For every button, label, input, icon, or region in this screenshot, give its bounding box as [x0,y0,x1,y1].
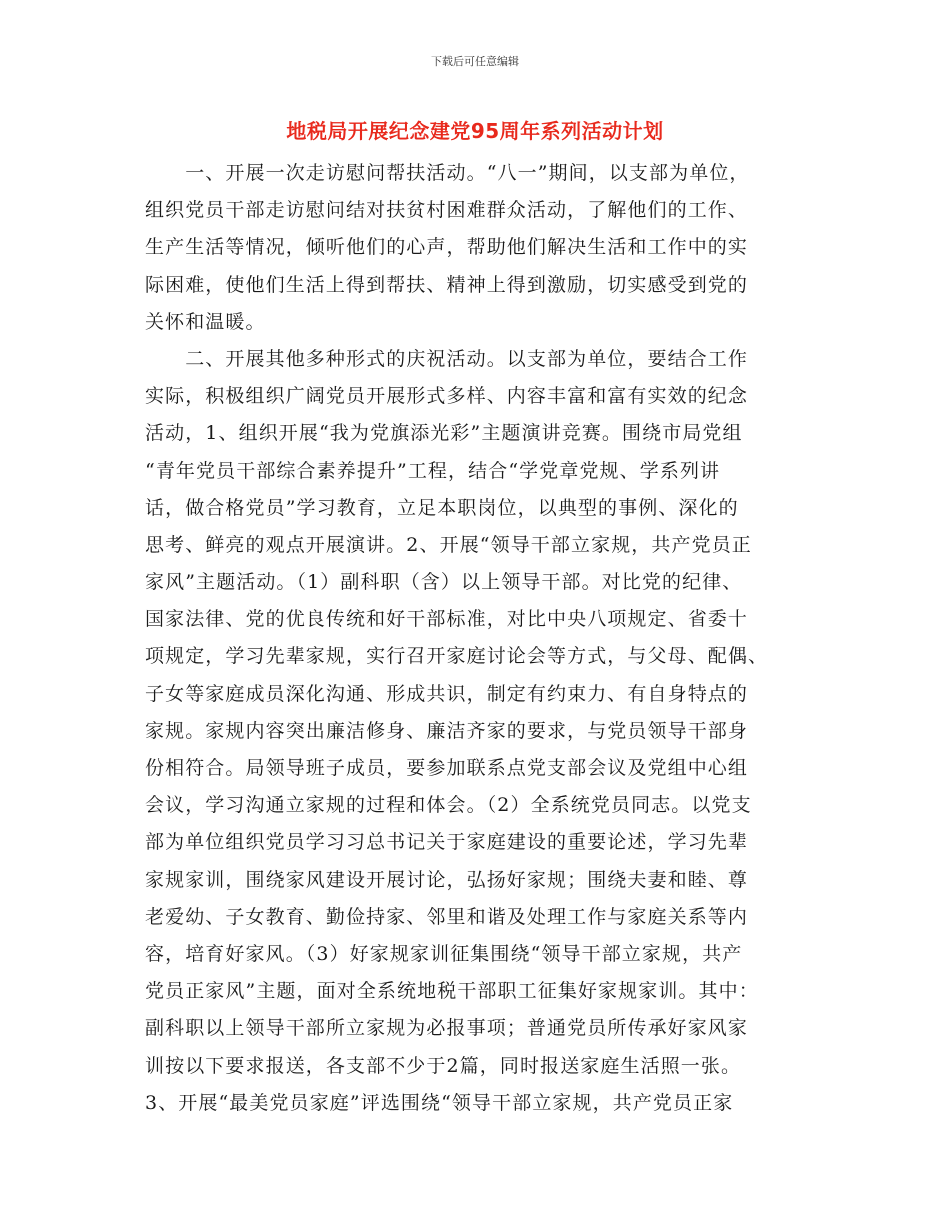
text-line: 项规定，学习先辈家规，实行召开家庭讨论会等方式，与父母、配偶、 [145,645,769,668]
text-line: 关怀和温暖。 [145,310,266,333]
text-line: 会议，学习沟通立家规的过程和体会。（2）全系统党员同志。以党支 [145,794,752,817]
text-line: 家规。家规内容突出廉洁修身、廉洁齐家的要求，与党员领导干部身 [145,719,749,742]
text-line: 际困难，使他们生活上得到帮扶、精神上得到激励，切实感受到党的 [145,273,749,296]
text-line: 国家法律、党的优良传统和好干部标准，对比中央八项规定、省委十 [145,608,749,631]
text-line: 子女等家庭成员深化沟通、形成共识，制定有约束力、有自身特点的 [145,682,749,705]
text-line: 家风”主题活动。（1）副科职（含）以上领导干部。对比党的纪律、 [145,571,743,594]
document-body [145,155,810,1122]
text-line: 训按以下要求报送，各支部不少于2篇，同时报送家庭生活照一张。 [145,1054,742,1077]
text-line: 实际，积极组织广阔党员开展形式多样、内容丰富和富有实效的纪念 [145,385,749,408]
text-line: 副科职以上领导干部所立家规为必报事项；普通党员所传承好家风家 [145,1017,749,1040]
header-note: 下载后可任意编辑 [431,55,519,68]
text-line: 党员正家风”主题，面对全系统地税干部职工征集好家规家训。其中： [145,980,759,1003]
text-line: 活动，1、组织开展“我为党旗添光彩”主题演讲竞赛。围绕市局党组 [145,422,743,445]
text-line: 家规家训，围绕家风建设开展讨论，弘扬好家规；围绕夫妻和睦、尊 [145,868,749,891]
text-line: 3、开展“最美党员家庭”评选围绕“领导干部立家规，共产党员正家 [145,1091,734,1114]
text-line: 份相符合。局领导班子成员，要参加联系点党支部会议及党组中心组 [145,757,749,779]
text-line: “青年党员干部综合素养提升”工程，结合“学党章党规、学系列讲 [145,459,721,482]
text-line: 部为单位组织党员学习习总书记关于家庭建设的重要论述，学习先辈 [145,831,749,854]
text-line: 二、开展其他多种形式的庆祝活动。以支部为单位，要结合工作 [145,347,749,370]
text-line: 一、开展一次走访慰问帮扶活动。“八一”期间，以支部为单位， [145,162,750,184]
text-line: 思考、鲜亮的观点开展演讲。2、开展“领导干部立家规，共产党员正 [145,533,752,556]
text-line: 组织党员干部走访慰问结对扶贫村困难群众活动，了解他们的工作、 [145,199,749,222]
text-line: 老爱幼、子女教育、勤俭持家、邻里和谐及处理工作与家庭关系等内 [145,905,749,928]
document-title: 地税局开展纪念建党95周年系列活动计划 [286,119,664,143]
text-line: 生产生活等情况，倾听他们的心声，帮助他们解决生活和工作中的实 [145,236,749,259]
text-line: 话，做合格党员”学习教育，立足本职岗位，以典型的事例、深化的 [145,496,739,519]
text-line: 容，培育好家风。（3）好家规家训征集围绕“领导干部立家规，共产 [145,942,743,965]
